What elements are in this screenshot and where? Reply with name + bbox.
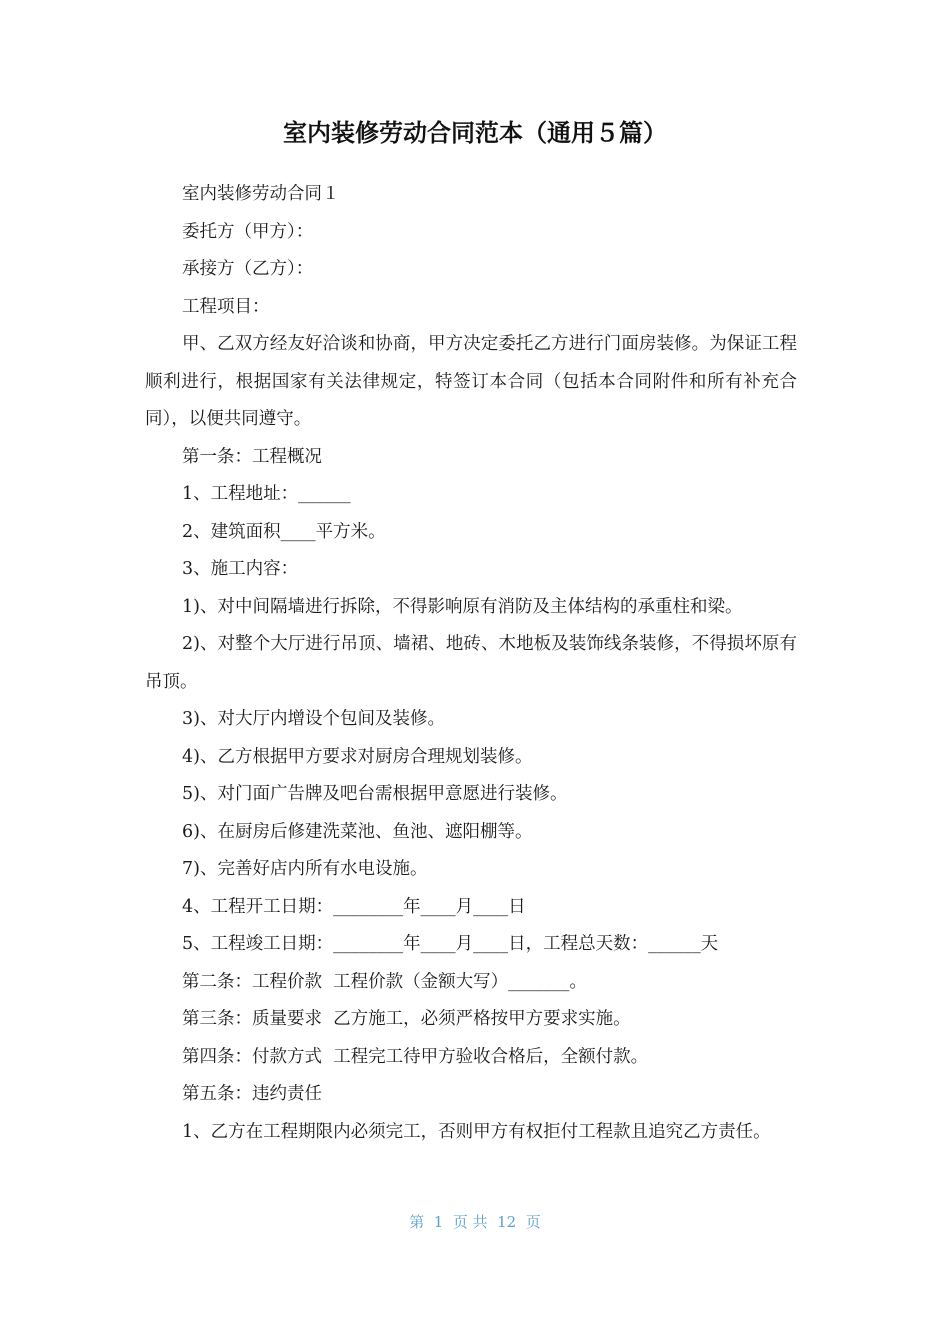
paragraph: 甲、乙双方经友好洽谈和协商，甲方决定委托乙方进行门面房装修。为保证工程顺利进行，根据国家有关法律规定，特签订本合同（包括本合同附件和所有补充合同），以便共同遵守。: [145, 334, 797, 429]
paragraph: 1)、对中间隔墙进行拆除，不得影响原有消防及主体结构的承重柱和梁。: [182, 596, 743, 617]
paragraph: 第四条：付款方式 工程完工待甲方验收合格后，全额付款。: [182, 1046, 649, 1067]
document-title: 室内装修劳动合同范本（通用５篇）: [283, 119, 667, 147]
paragraph: 2、建筑面积____平方米。: [182, 521, 386, 542]
paragraph: 室内装修劳动合同１: [182, 184, 340, 204]
page-number-footer: 第 1 页 共 12 页: [409, 1213, 541, 1231]
paragraph: 第五条：违约责任: [182, 1084, 322, 1104]
paragraph: 1、乙方在工程期限内必须完工，否则甲方有权拒付工程款且追究乙方责任。: [182, 1121, 771, 1142]
document-body: [145, 176, 797, 1151]
paragraph: 5)、对门面广告牌及吧台需根据甲意愿进行装修。: [182, 784, 568, 804]
paragraph: 5、工程竣工日期：________年____月____日，工程总天数：______天: [182, 934, 719, 954]
paragraph: 委托方（甲方）：: [182, 221, 314, 242]
paragraph: 第三条：质量要求 乙方施工，必须严格按甲方要求实施。: [182, 1009, 631, 1029]
paragraph: 第一条：工程概况: [182, 446, 322, 467]
paragraph: 工程项目：: [182, 296, 270, 317]
paragraph: 4、工程开工日期：________年____月____日: [182, 896, 526, 917]
paragraph: 6)、在厨房后修建洗菜池、鱼池、遮阳棚等。: [182, 821, 533, 842]
paragraph: 4)、乙方根据甲方要求对厨房合理规划装修。: [182, 746, 533, 767]
paragraph: 第二条：工程价款 工程价款（金额大写）_______。: [182, 971, 587, 992]
paragraph: 承接方（乙方）：: [182, 259, 314, 279]
paragraph: 3、施工内容：: [182, 559, 299, 579]
paragraph: 1、工程地址：______: [182, 484, 351, 504]
paragraph: 7)、完善好店内所有水电设施。: [182, 859, 428, 879]
paragraph: 2)、对整个大厅进行吊顶、墙裙、地砖、木地板及装饰线条装修，不得损坏原有吊顶。: [145, 634, 797, 692]
paragraph: 3)、对大厅内增设个包间及装修。: [182, 709, 445, 729]
